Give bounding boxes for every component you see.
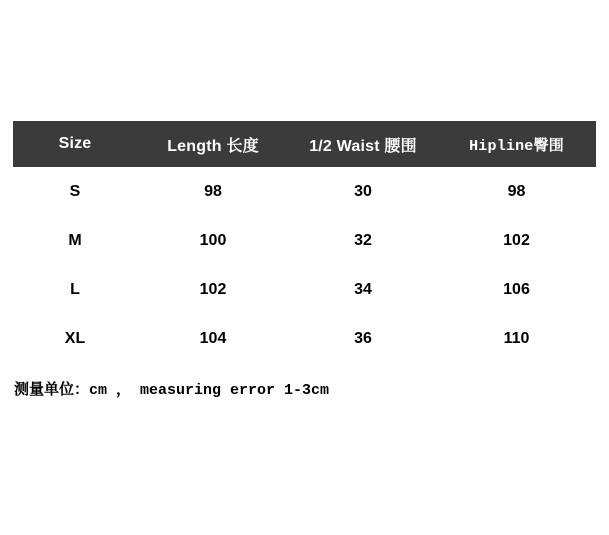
table-row-s (13, 167, 596, 216)
table-row-l (13, 265, 596, 314)
size-cell: S (13, 167, 137, 216)
waist-cell: 32 (289, 216, 437, 265)
length-cell: 102 (137, 265, 289, 314)
measurement-note: 测量单位：cm ， measuring error 1-3cm (14, 382, 330, 399)
waist-cell: 36 (289, 314, 437, 363)
header-cell-length: Length 长度 (137, 121, 289, 167)
size-table (13, 121, 596, 363)
hipline-cell: 102 (437, 216, 596, 265)
size-cell: L (13, 265, 137, 314)
table-row-xl (13, 314, 596, 363)
waist-cell: 34 (289, 265, 437, 314)
size-cell: XL (13, 314, 137, 363)
header-cell-waist: 1/2 Waist 腰围 (289, 121, 437, 167)
header-cell-hipline: Hipline臀围 (437, 121, 596, 167)
length-cell: 100 (137, 216, 289, 265)
size-cell: M (13, 216, 137, 265)
table-row-m (13, 216, 596, 265)
length-cell: 104 (137, 314, 289, 363)
hipline-cell: 110 (437, 314, 596, 363)
hipline-cell: 106 (437, 265, 596, 314)
waist-cell: 30 (289, 167, 437, 216)
length-cell: 98 (137, 167, 289, 216)
hipline-cell: 98 (437, 167, 596, 216)
header-cell-size: Size (13, 121, 137, 167)
table-header-row (13, 121, 596, 167)
